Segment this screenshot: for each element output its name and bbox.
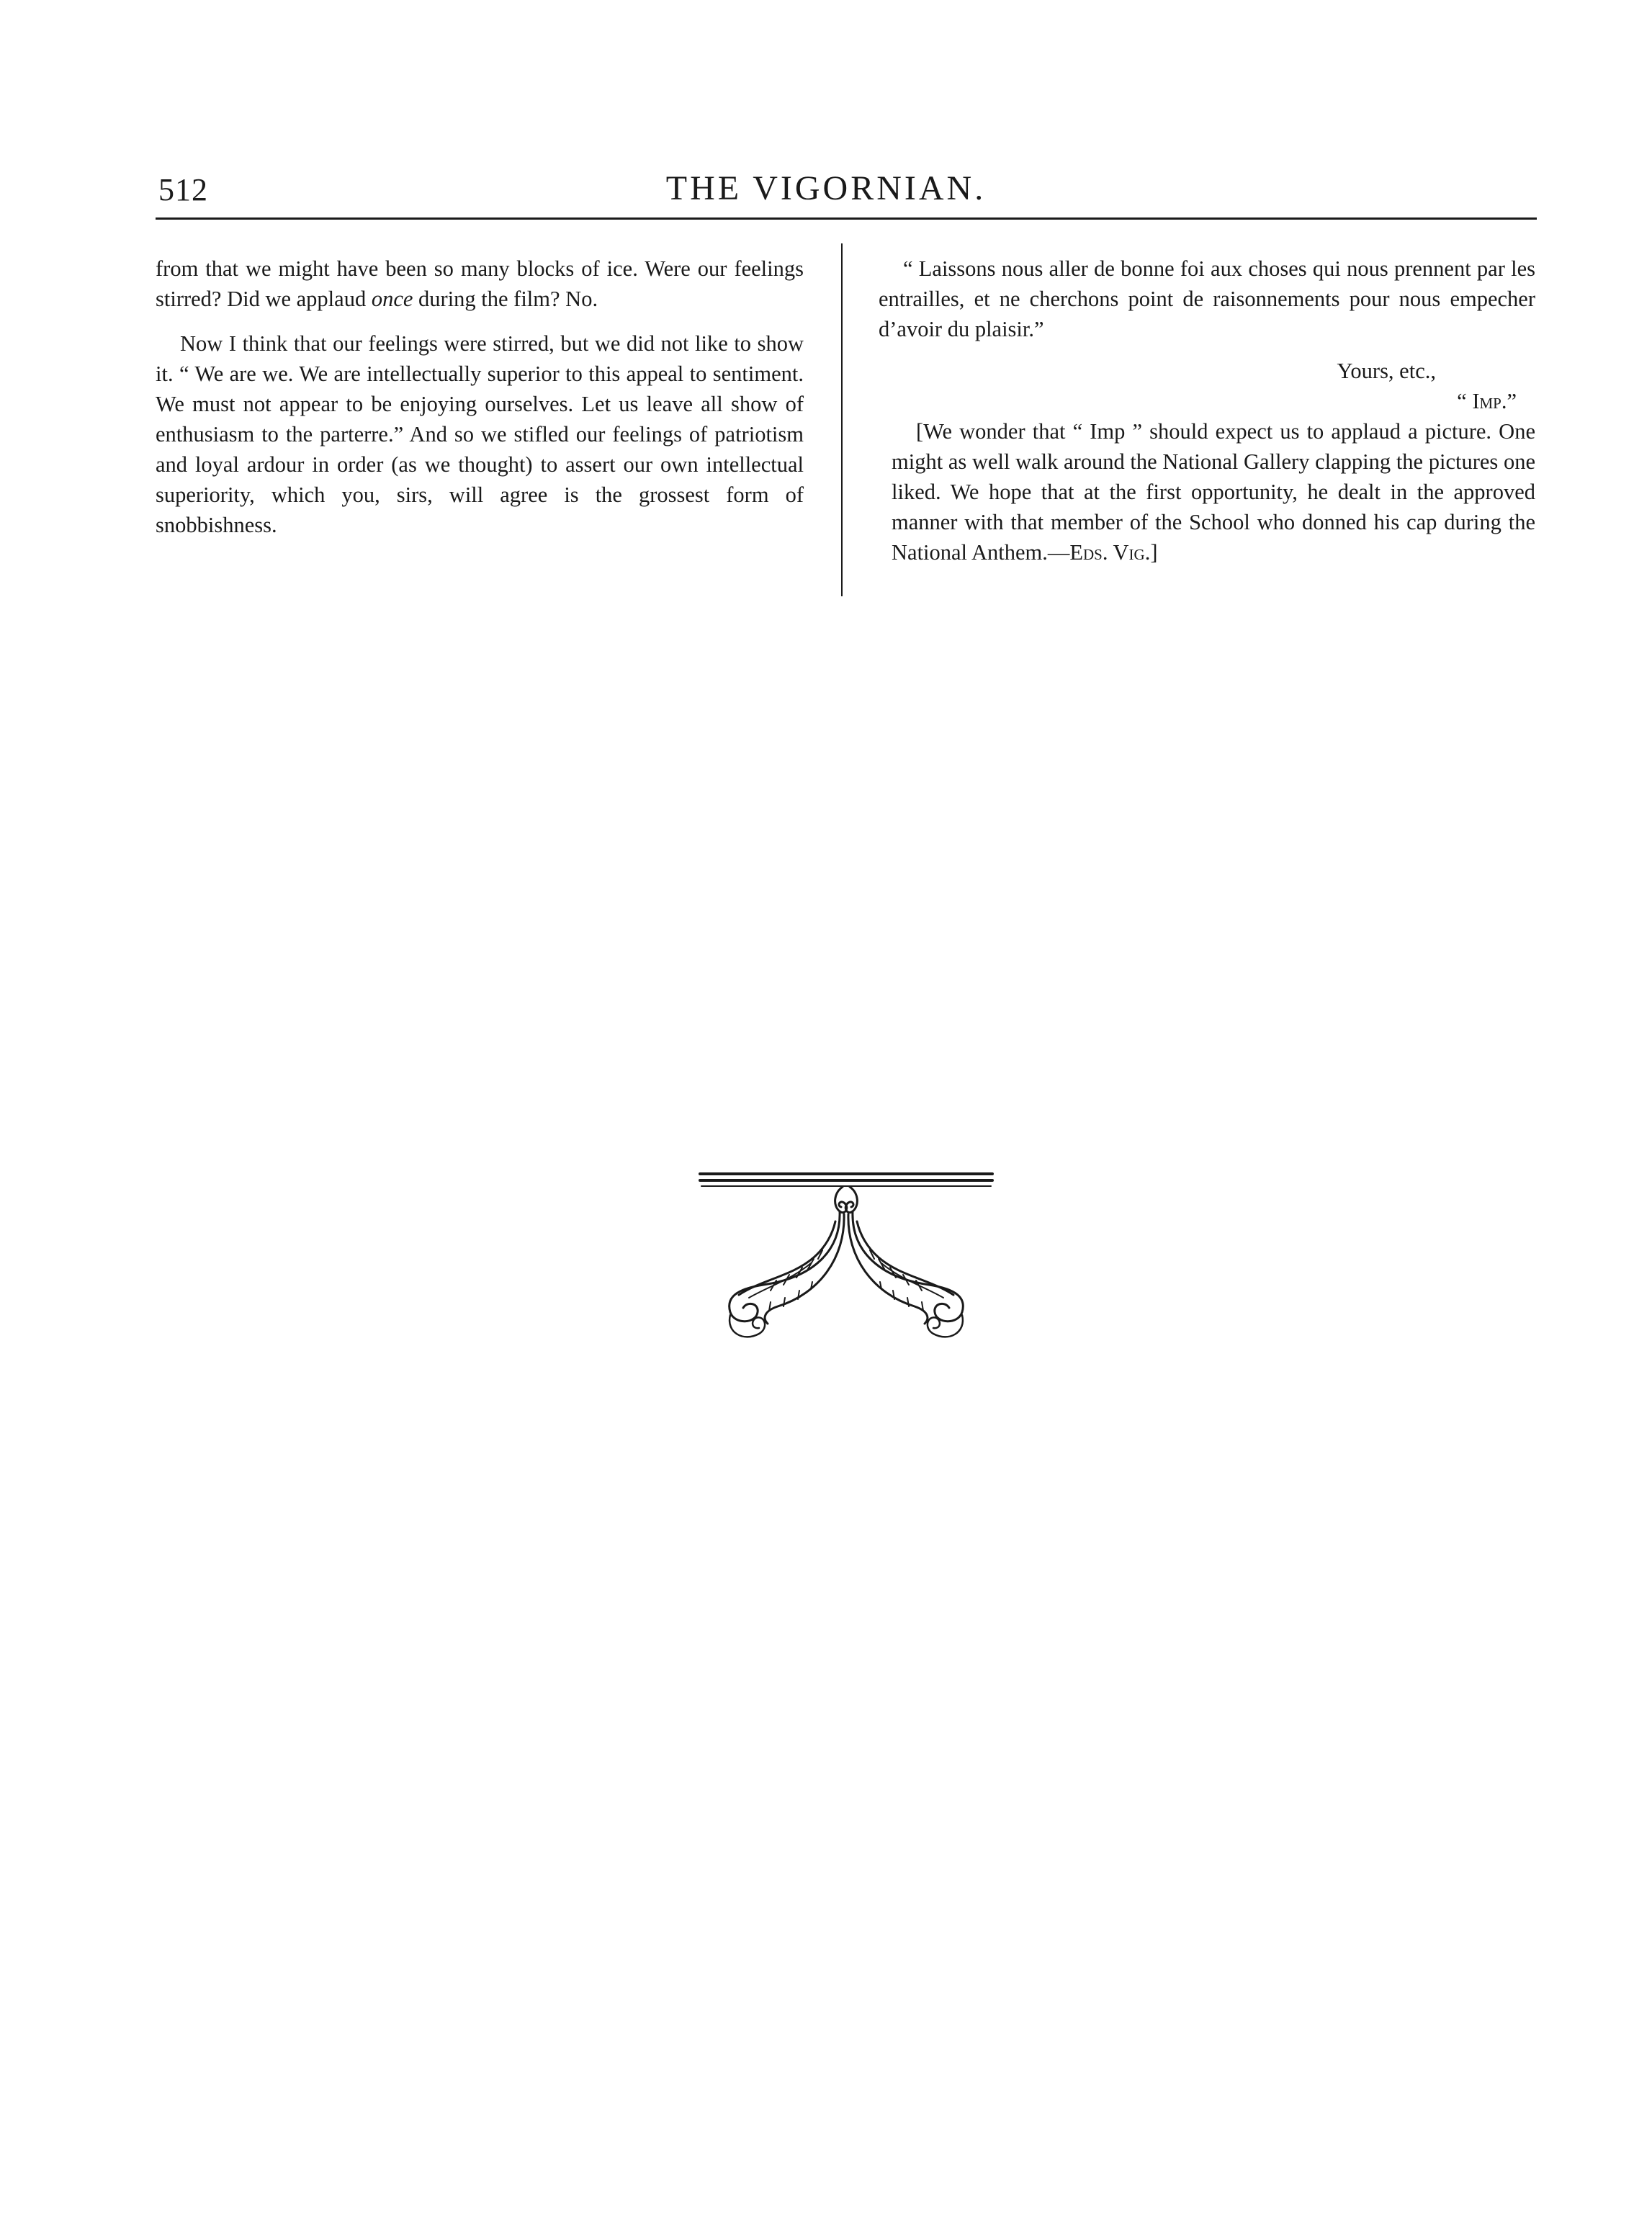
editor-note (879, 416, 1535, 567)
running-title: THE VIGORNIAN. (665, 169, 987, 207)
left-paragraph-1-before: from that we might have been so many blocks of ice. Were our feelings stirred? Did we applaud (156, 256, 804, 311)
valediction: Yours, etc., (1337, 359, 1436, 383)
header-rule (156, 217, 1537, 220)
left-paragraph-1 (156, 253, 804, 314)
letter-signoff (879, 356, 1535, 416)
left-paragraph-2: Now I think that our feelings were stirred, but we did not like to show it. “ We are we. We are intellectually superior to this appeal to sentiment. We must not appear to be enjoying ourselves. Let us leave all show of enthusiasm to the parterre.” And so we stifled our feelings of patriotism and loyal ardour in order (as we thought) to assert our own intellectual superiority, which you, sirs, will agree is the grossest form of snobbishness. (156, 331, 804, 537)
editor-credit: Eds. Vig. (1069, 540, 1151, 565)
left-paragraph-1-after: during the film? No. (413, 287, 598, 311)
editor-note-close: ] (1150, 540, 1158, 565)
scroll-tailpiece-ornament-icon (699, 1171, 994, 1351)
left-paragraph-1-emphasis: once (371, 287, 413, 311)
editor-note-text: [We wonder that “ Imp ” should expect us to applaud a picture. One might as well walk around the National Gallery clapping the pictures one liked. We hope that at the first opportunity, he dealt in the approved manner with that member of the School who donned his cap during the National Anthem.— (892, 419, 1535, 565)
right-column (879, 253, 1535, 567)
page-number: 512 (158, 172, 208, 207)
left-column (156, 253, 804, 540)
column-divider (841, 243, 843, 596)
signature: “ Imp.” (1457, 389, 1517, 413)
french-quote: “ Laissons nous aller de bonne foi aux choses qui nous prennent par les entrailles, et ne cherchons point de raisonnements pour nous empecher d’avoir du plaisir.” (879, 256, 1535, 341)
